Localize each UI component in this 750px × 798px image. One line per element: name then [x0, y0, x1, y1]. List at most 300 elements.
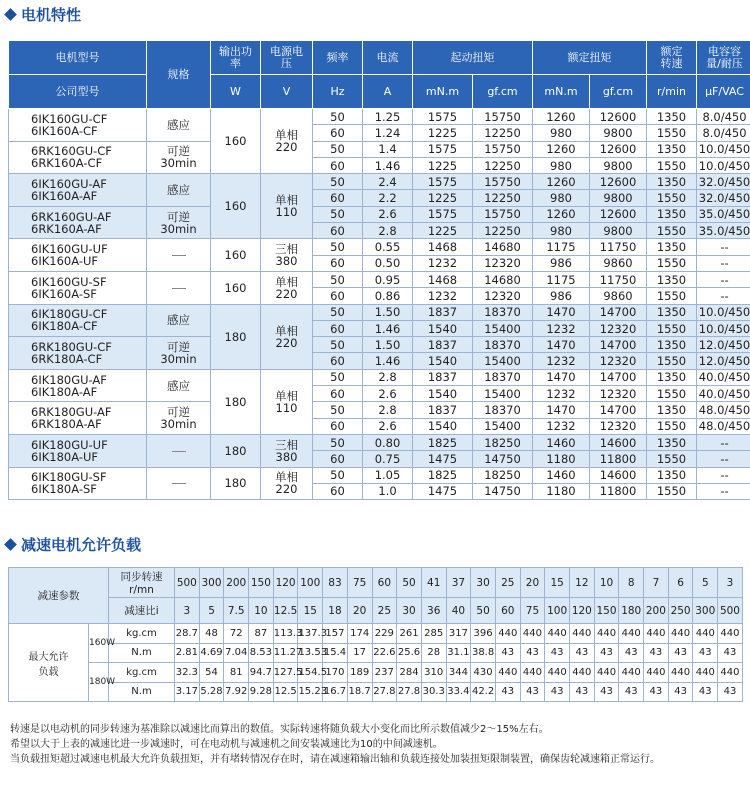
cell-a: 1.0: [363, 483, 413, 499]
cell-a: 0.80: [363, 434, 413, 450]
power-label: 160W: [89, 624, 109, 663]
cell-r2: 14700: [590, 337, 647, 353]
load-value: 430: [471, 663, 496, 683]
load-value: 43: [545, 643, 570, 663]
cell-r1: 1470: [533, 304, 590, 320]
cell-r1: 980: [533, 157, 590, 173]
load-value: 170: [323, 663, 348, 683]
model-cell: [9, 337, 147, 370]
power-cell: 160: [211, 239, 261, 272]
cell-rpm: 1550: [647, 320, 697, 336]
cell-hz: 60: [313, 223, 363, 239]
sync-title: 同步转速: [120, 571, 163, 583]
cell-hz: 50: [313, 239, 363, 255]
load-value: 2.81: [175, 643, 200, 663]
load-value: 31.1: [446, 643, 471, 663]
cell-r2: 11750: [590, 271, 647, 287]
cell-s2: 12250: [473, 157, 533, 173]
speed-value: 200: [224, 568, 249, 598]
section-title-load: 减速电机允许负载: [0, 533, 141, 557]
cell-s1: 1575: [413, 109, 473, 125]
cell-r2: 11800: [590, 451, 647, 467]
cell-a: 1.50: [363, 337, 413, 353]
voltage-cell: [261, 239, 313, 272]
unit-a: A: [363, 75, 413, 109]
note-3: 当负载扭矩超过减速电机最大允许负载扭矩，并有堵转情况存在时，请在减速箱输出轴和负载连接处加装扭矩限制装置，确保齿轮减速箱正常运行。: [10, 754, 660, 765]
load-value: 42.2: [471, 682, 496, 702]
cell-s1: 1468: [413, 271, 473, 287]
cell-r2: 9800: [590, 125, 647, 141]
cell-rpm: 1350: [647, 271, 697, 287]
voltage-cell: [261, 369, 313, 434]
power-cell: 180: [211, 369, 261, 434]
load-value: 7.92: [224, 682, 249, 702]
cell-hz: 50: [313, 141, 363, 157]
voltage-value: 220: [275, 286, 298, 301]
load-value: 43: [495, 682, 520, 702]
cell-rpm: 1550: [647, 157, 697, 173]
unit-rpm: r/min: [647, 75, 697, 109]
unit-cap: μF/VAC: [697, 75, 750, 109]
table-row: [9, 206, 750, 222]
load-value: 157: [323, 624, 348, 644]
cell-s1: 1540: [413, 320, 473, 336]
model-name: 6IK180GU-CF: [31, 307, 108, 322]
cell-c: 10.0/450: [697, 141, 750, 157]
load-value: 43: [644, 643, 669, 663]
header-spec: 规格: [147, 41, 211, 109]
cell-hz: 50: [313, 337, 363, 353]
voltage-phase: 单相: [275, 323, 298, 338]
load-value: 4.69: [199, 643, 224, 663]
cell-a: 2.2: [363, 190, 413, 206]
cell-r1: 986: [533, 288, 590, 304]
spec-cell: [147, 369, 211, 402]
table-row: [9, 239, 750, 255]
cell-s1: 1837: [413, 337, 473, 353]
ratio-value: 120: [570, 598, 595, 624]
speed-value: 500: [175, 568, 200, 598]
speed-value: 7: [644, 568, 669, 598]
model-name: 6RK160GU-CF: [31, 144, 112, 159]
cell-rpm: 1550: [647, 418, 697, 434]
cell-r2: 14600: [590, 434, 647, 450]
header-current: 电流: [363, 41, 413, 75]
company-model: 6IK180A-CF: [31, 319, 98, 334]
company-model: 6IK160A-UF: [31, 254, 98, 269]
load-value: 189: [347, 663, 372, 683]
ratio-value: 12.5: [273, 598, 298, 624]
voltage-cell: [261, 434, 313, 467]
cell-rpm: 1350: [647, 467, 697, 483]
cell-a: 2.4: [363, 174, 413, 190]
speed-value: 50: [397, 568, 422, 598]
cell-rpm: 1350: [647, 109, 697, 125]
spec-label: 可逆: [167, 339, 190, 354]
company-model: 6IK160A-AF: [31, 188, 98, 203]
cell-hz: 50: [313, 467, 363, 483]
ratio-value: 30: [397, 598, 422, 624]
load-value: 440: [718, 663, 743, 683]
cell-a: 1.46: [363, 320, 413, 336]
load-value: 174: [347, 624, 372, 644]
speed-value: 100: [298, 568, 323, 598]
load-value: 15.23: [298, 682, 323, 702]
load-value: 440: [644, 663, 669, 683]
cell-s2: 15750: [473, 174, 533, 190]
load-value: 440: [668, 624, 693, 644]
cell-r2: 12600: [590, 206, 647, 222]
cell-c: 10.0/450: [697, 320, 750, 336]
load-value: 72: [224, 624, 249, 644]
load-value: 81: [224, 663, 249, 683]
cell-r2: 12600: [590, 141, 647, 157]
dash-icon: [172, 288, 186, 289]
cell-r1: 1232: [533, 320, 590, 336]
cell-rpm: 1550: [647, 190, 697, 206]
unit-mnm: mN.m: [413, 75, 473, 109]
load-value: 5.28: [199, 682, 224, 702]
cell-c: 35.0/450: [697, 206, 750, 222]
cell-r2: 9860: [590, 288, 647, 304]
speed-value: 30: [471, 568, 496, 598]
ratio-value: 36: [421, 598, 446, 624]
company-model: 6IK160A-SF: [31, 286, 97, 301]
cell-r1: 1470: [533, 402, 590, 418]
cell-s2: 15750: [473, 141, 533, 157]
model-name: 6IK160GU-UF: [31, 242, 108, 257]
cell-r2: 9800: [590, 223, 647, 239]
cell-a: 1.25: [363, 109, 413, 125]
load-value: 13.53: [298, 643, 323, 663]
voltage-value: 220: [275, 482, 298, 497]
load-row: [9, 624, 743, 644]
model-name: 6IK180GU-SF: [31, 470, 107, 485]
load-value: 440: [594, 624, 619, 644]
cell-s2: 18250: [473, 434, 533, 450]
cell-rpm: 1550: [647, 483, 697, 499]
cell-a: 0.95: [363, 271, 413, 287]
cell-c: 12.0/450: [697, 337, 750, 353]
speed-value: 15: [545, 568, 570, 598]
load-value: 137.3: [298, 624, 323, 644]
model-name: 6IK160GU-SF: [31, 274, 107, 289]
spec-cell: [147, 271, 211, 304]
speed-value: 6: [668, 568, 693, 598]
cell-rpm: 1350: [647, 239, 697, 255]
ratio-value: 40: [446, 598, 471, 624]
cell-r1: 1180: [533, 451, 590, 467]
cell-s2: 12320: [473, 255, 533, 271]
cell-c: 40.0/450: [697, 369, 750, 385]
cell-s1: 1225: [413, 223, 473, 239]
load-value: 48: [199, 624, 224, 644]
unit-v: V: [261, 75, 313, 109]
unit-mnm: mN.m: [533, 75, 590, 109]
voltage-phase: 单相: [275, 128, 298, 143]
cell-s2: 15750: [473, 109, 533, 125]
cell-r1: 1260: [533, 141, 590, 157]
load-value: 127.5: [273, 663, 298, 683]
model-cell: [9, 369, 147, 402]
cell-r2: 11800: [590, 483, 647, 499]
cell-s2: 14750: [473, 451, 533, 467]
unit-label: kg.cm: [109, 624, 175, 644]
voltage-value: 220: [275, 335, 298, 350]
table-row: [9, 271, 750, 287]
cell-s1: 1468: [413, 239, 473, 255]
load-value: 43: [520, 682, 545, 702]
cell-r1: 986: [533, 255, 590, 271]
cell-rpm: 1350: [647, 337, 697, 353]
cell-rpm: 1550: [647, 353, 697, 369]
header-power: 输出功率: [211, 41, 261, 75]
load-value: 285: [421, 624, 446, 644]
cell-hz: 50: [313, 206, 363, 222]
cell-s2: 18370: [473, 337, 533, 353]
cell-s1: 1475: [413, 483, 473, 499]
spec-label: 可逆: [167, 144, 190, 159]
param-label: 减速参数: [9, 568, 109, 624]
cell-s2: 14680: [473, 239, 533, 255]
load-value: 237: [372, 663, 397, 683]
speed-value: 75: [347, 568, 372, 598]
load-value: 43: [495, 643, 520, 663]
spec-cell: [147, 402, 211, 435]
cell-r2: 12600: [590, 109, 647, 125]
load-value: 440: [545, 624, 570, 644]
voltage-phase: 单相: [275, 470, 298, 485]
cell-c: 12.0/450: [697, 353, 750, 369]
power-cell: 160: [211, 109, 261, 174]
header-frequency: 频率: [313, 41, 363, 75]
spec-label: 感应: [167, 182, 190, 197]
cell-rpm: 1350: [647, 141, 697, 157]
model-cell: [9, 141, 147, 174]
cell-r2: 12320: [590, 320, 647, 336]
table-row: [9, 434, 750, 450]
model-cell: [9, 304, 147, 337]
cell-hz: 50: [313, 304, 363, 320]
ratio-value: 100: [545, 598, 570, 624]
load-row: [9, 663, 743, 683]
load-value: 18.7: [347, 682, 372, 702]
cell-s1: 1825: [413, 467, 473, 483]
cell-rpm: 1350: [647, 402, 697, 418]
model-name: 6RK160GU-AF: [31, 209, 112, 224]
motor-characteristics-table: [8, 40, 750, 500]
load-value: 94.7: [249, 663, 274, 683]
cell-c: --: [697, 451, 750, 467]
cell-hz: 60: [313, 157, 363, 173]
cell-rpm: 1550: [647, 288, 697, 304]
cell-s1: 1540: [413, 386, 473, 402]
voltage-value: 380: [275, 254, 298, 269]
load-value: 344: [446, 663, 471, 683]
load-value: 3.17: [175, 682, 200, 702]
cell-c: 10.0/450: [697, 157, 750, 173]
voltage-phase: 单相: [275, 193, 298, 208]
cell-a: 1.46: [363, 157, 413, 173]
load-value: 16.7: [323, 682, 348, 702]
load-value: 43: [570, 643, 595, 663]
power-cell: 180: [211, 467, 261, 500]
load-value: 43: [594, 682, 619, 702]
max-load-label: [9, 624, 89, 702]
ratio-value: 180: [619, 598, 644, 624]
speed-value: 150: [249, 568, 274, 598]
model-cell: [9, 434, 147, 467]
load-value: 22.6: [372, 643, 397, 663]
spec-label: 可逆: [167, 405, 190, 420]
max-load-sub: 负载: [38, 666, 59, 678]
spec-cell: [147, 206, 211, 239]
spec-cell: [147, 141, 211, 174]
ratio-value: 10: [249, 598, 274, 624]
speed-value: 10: [594, 568, 619, 598]
load-value: 154.5: [298, 663, 323, 683]
load-value: 440: [495, 624, 520, 644]
header-rated-torque: 额定扭矩: [533, 41, 647, 75]
cell-hz: 60: [313, 386, 363, 402]
model-name: 6IK180GU-UF: [31, 437, 108, 452]
cell-rpm: 1550: [647, 255, 697, 271]
cell-r1: 1232: [533, 353, 590, 369]
cell-s2: 18250: [473, 467, 533, 483]
cell-rpm: 1350: [647, 206, 697, 222]
gear-load-table: [8, 567, 743, 702]
cell-r1: 1232: [533, 386, 590, 402]
cell-s2: 15750: [473, 206, 533, 222]
cell-c: --: [697, 271, 750, 287]
speed-value: 120: [273, 568, 298, 598]
cell-r2: 14700: [590, 402, 647, 418]
cell-c: 32.0/450: [697, 174, 750, 190]
speed-value: 41: [421, 568, 446, 598]
cell-s1: 1575: [413, 206, 473, 222]
spec-label: 感应: [167, 378, 190, 393]
speed-value: 12: [570, 568, 595, 598]
cell-a: 1.4: [363, 141, 413, 157]
load-value: 43: [718, 682, 743, 702]
cell-c: 8.0/450: [697, 109, 750, 125]
load-value: 25.6: [397, 643, 422, 663]
voltage-value: 110: [275, 400, 298, 415]
load-value: 440: [545, 663, 570, 683]
load-value: 8.53: [249, 643, 274, 663]
power-cell: 160: [211, 174, 261, 239]
diamond-icon: [4, 8, 17, 21]
cell-r2: 12320: [590, 386, 647, 402]
load-value: 440: [619, 624, 644, 644]
load-value: 113.3: [273, 624, 298, 644]
cell-hz: 50: [313, 109, 363, 125]
spec-cell: [147, 304, 211, 337]
cell-hz: 50: [313, 271, 363, 287]
speed-value: 3: [718, 568, 743, 598]
load-value: 28.7: [175, 624, 200, 644]
cell-rpm: 1550: [647, 223, 697, 239]
load-value: 440: [693, 663, 718, 683]
table-row: [9, 174, 750, 190]
cell-c: 40.0/450: [697, 386, 750, 402]
cell-c: 10.0/450: [697, 304, 750, 320]
cell-hz: 60: [313, 125, 363, 141]
cell-s2: 12250: [473, 223, 533, 239]
table-row: [9, 467, 750, 483]
cell-s2: 18370: [473, 402, 533, 418]
cell-a: 2.6: [363, 206, 413, 222]
cell-rpm: 1350: [647, 369, 697, 385]
cell-hz: 60: [313, 353, 363, 369]
company-model: 6RK160A-CF: [31, 156, 103, 171]
cell-c: 32.0/450: [697, 190, 750, 206]
load-value: 27.8: [397, 682, 422, 702]
model-name: 6RK180GU-CF: [31, 339, 112, 354]
sync-unit: r/mn: [129, 584, 154, 596]
cell-s1: 1225: [413, 157, 473, 173]
load-value: 27.8: [372, 682, 397, 702]
load-value: 12.5: [273, 682, 298, 702]
cell-c: --: [697, 255, 750, 271]
cell-r1: 1175: [533, 271, 590, 287]
cell-s2: 14750: [473, 483, 533, 499]
ratio-value: 150: [594, 598, 619, 624]
spec-label: 可逆: [167, 209, 190, 224]
voltage-cell: [261, 467, 313, 500]
cell-r2: 14700: [590, 369, 647, 385]
speed-value: 8: [619, 568, 644, 598]
cell-r1: 1260: [533, 174, 590, 190]
spec-duration: 30min: [160, 351, 197, 366]
load-value: 30.3: [421, 682, 446, 702]
model-name: 6RK180GU-AF: [31, 405, 112, 420]
power-cell: 180: [211, 304, 261, 369]
table-row: [9, 141, 750, 157]
speed-value: 5: [693, 568, 718, 598]
load-value: 9.28: [249, 682, 274, 702]
ratio-value: 250: [668, 598, 693, 624]
cell-hz: 60: [313, 320, 363, 336]
header-model: 电机型号: [9, 41, 147, 75]
cell-r1: 980: [533, 223, 590, 239]
spec-label: 感应: [167, 117, 190, 132]
load-value: 43: [693, 643, 718, 663]
power-label: 180W: [89, 663, 109, 702]
unit-hz: Hz: [313, 75, 363, 109]
header-capacitor: 电容容量/耐压: [697, 41, 750, 75]
load-value: 440: [520, 624, 545, 644]
load-value: 7.04: [224, 643, 249, 663]
cell-r1: 1470: [533, 337, 590, 353]
cell-a: 1.46: [363, 353, 413, 369]
speed-value: 37: [446, 568, 471, 598]
speed-value: 25: [495, 568, 520, 598]
cell-c: 48.0/450: [697, 418, 750, 434]
spec-cell: [147, 434, 211, 467]
cell-s1: 1837: [413, 402, 473, 418]
cell-r2: 9800: [590, 157, 647, 173]
load-value: 43: [619, 643, 644, 663]
load-value: 28: [421, 643, 446, 663]
cell-r2: 14700: [590, 304, 647, 320]
cell-s1: 1232: [413, 288, 473, 304]
cell-r2: 12320: [590, 418, 647, 434]
company-model: 6RK180A-CF: [31, 351, 103, 366]
speed-row: [9, 568, 743, 598]
cell-rpm: 1350: [647, 434, 697, 450]
cell-hz: 50: [313, 402, 363, 418]
